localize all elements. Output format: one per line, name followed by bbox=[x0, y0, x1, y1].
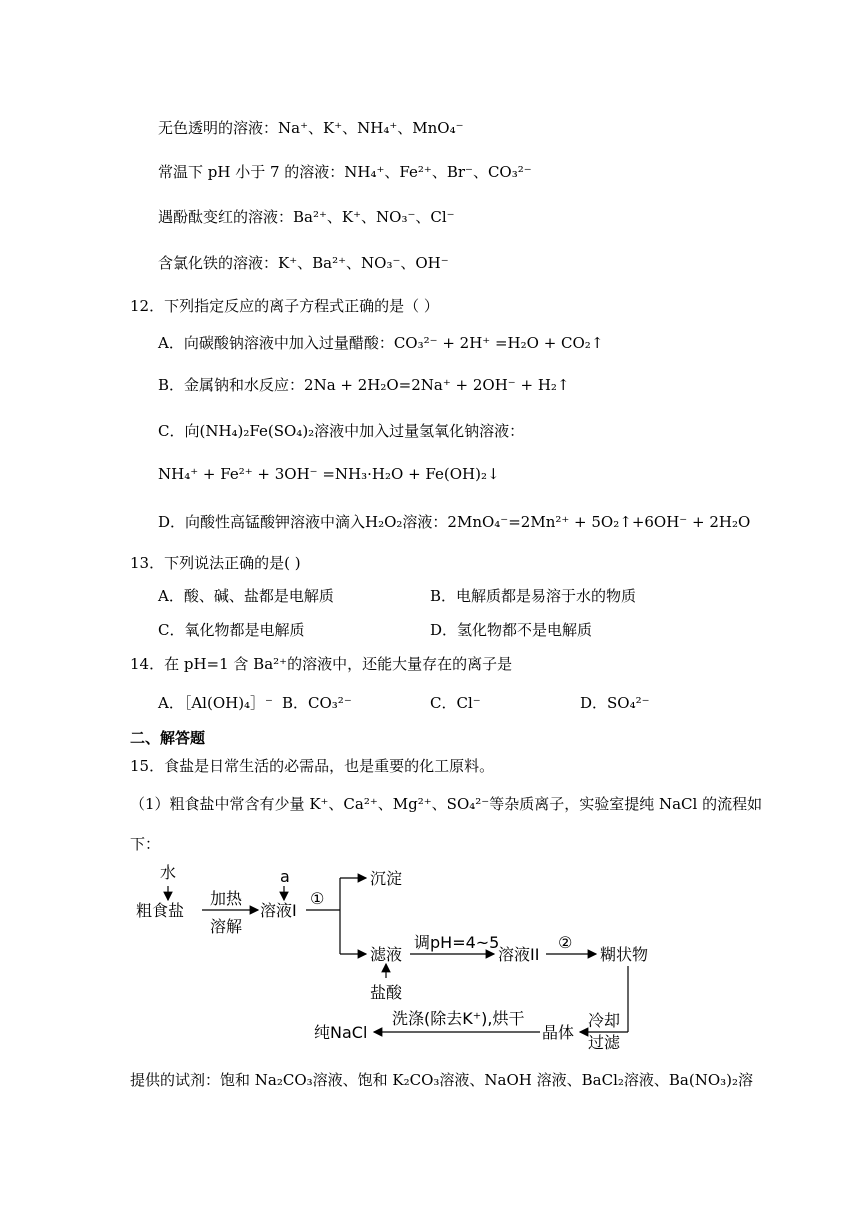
q12-option-c-equation: NH₄⁺ + Fe²⁺ + 3OH⁻ =NH₃·H₂O + Fe(OH)₂↓ bbox=[158, 465, 500, 483]
q14-option-a: A．［Al(OH)₄］⁻ bbox=[158, 694, 273, 712]
crystal-label: 晶体 bbox=[542, 1023, 575, 1042]
wash-label: 洗涤(除去K⁺),烘干 bbox=[392, 1009, 525, 1028]
step-2-label: ② bbox=[558, 933, 573, 952]
q12-option-b: B．金属钠和水反应：2Na + 2H₂O=2Na⁺ + 2OH⁻ + H₂↑ bbox=[158, 376, 570, 394]
water-label: 水 bbox=[160, 863, 177, 882]
crude-salt-label: 粗食盐 bbox=[136, 901, 185, 920]
dissolve-label: 溶解 bbox=[210, 917, 243, 936]
q11-option-c: 遇酚酞变红的溶液：Ba²⁺、K⁺、NO₃⁻、Cl⁻ bbox=[158, 208, 455, 226]
q14-option-b: B．CO₃²⁻ bbox=[282, 694, 352, 712]
q14-option-c: C．Cl⁻ bbox=[430, 694, 481, 712]
precipitate-label: 沉淀 bbox=[370, 869, 403, 888]
q12-option-a: A．向碳酸钠溶液中加入过量醋酸：CO₃²⁻ + 2H⁺ =H₂O + CO₂↑ bbox=[158, 334, 604, 352]
hcl-label: 盐酸 bbox=[370, 983, 403, 1002]
q14-stem: 14．在 pH=1 含 Ba²⁺的溶液中，还能大量存在的离子是 bbox=[130, 655, 513, 673]
q11-option-b: 常温下 pH 小于 7 的溶液：NH₄⁺、Fe²⁺、Br⁻、CO₃²⁻ bbox=[158, 163, 532, 181]
q15-stem: 15．食盐是日常生活的必需品，也是重要的化工原料。 bbox=[130, 757, 495, 775]
filtrate-label: 滤液 bbox=[370, 945, 403, 964]
pure-nacl-label: 纯NaCl bbox=[314, 1023, 368, 1042]
section-heading: 二、解答题 bbox=[130, 729, 206, 747]
solution-2-label: 溶液II bbox=[498, 945, 540, 964]
q14-option-d: D．SO₄²⁻ bbox=[580, 694, 650, 712]
q12-stem: 12．下列指定反应的离子方程式正确的是（ ） bbox=[130, 297, 439, 315]
q13-option-c: C．氧化物都是电解质 bbox=[158, 621, 305, 639]
q11-option-d: 含氯化铁的溶液：K⁺、Ba²⁺、NO₃⁻、OH⁻ bbox=[158, 254, 449, 272]
q13-stem: 13．下列说法正确的是( ) bbox=[130, 554, 301, 572]
q11-option-a: 无色透明的溶液：Na⁺、K⁺、NH₄⁺、MnO₄⁻ bbox=[158, 119, 464, 137]
q15-reagents: 提供的试剂：饱和 Na₂CO₃溶液、饱和 K₂CO₃溶液、NaOH 溶液、BaCl₂溶液、Ba(NO₃)₂溶 bbox=[130, 1071, 754, 1089]
q13-option-d: D．氢化物都不是电解质 bbox=[430, 621, 593, 639]
step-1-label: ① bbox=[310, 889, 325, 908]
q12-option-d: D．向酸性高锰酸钾溶液中滴入H₂O₂溶液：2MnO₄⁻=2Mn²⁺ + 5O₂↑+6OH⁻ + 2H₂O bbox=[158, 513, 751, 531]
q12-option-c: C．向(NH₄)₂Fe(SO₄)₂溶液中加入过量氢氧化钠溶液： bbox=[158, 422, 525, 440]
reagent-a-label: a bbox=[280, 867, 290, 886]
paste-label: 糊状物 bbox=[600, 945, 649, 964]
q13-option-b: B．电解质都是易溶于水的物质 bbox=[430, 587, 637, 605]
ph-label: 调pH=4~5 bbox=[414, 933, 500, 952]
cool-label: 冷却 bbox=[588, 1011, 621, 1030]
filter-label: 过滤 bbox=[588, 1033, 621, 1052]
q13-option-a: A．酸、碱、盐都是电解质 bbox=[158, 587, 334, 605]
q15-part1-cont: 下： bbox=[130, 835, 161, 853]
purification-flowchart bbox=[130, 858, 670, 1058]
solution-1-label: 溶液I bbox=[260, 901, 297, 920]
heat-label: 加热 bbox=[210, 889, 243, 908]
q15-part1: （1）粗食盐中常含有少量 K⁺、Ca²⁺、Mg²⁺、SO₄²⁻等杂质离子，实验室提纯 NaCl 的流程如 bbox=[130, 795, 763, 813]
